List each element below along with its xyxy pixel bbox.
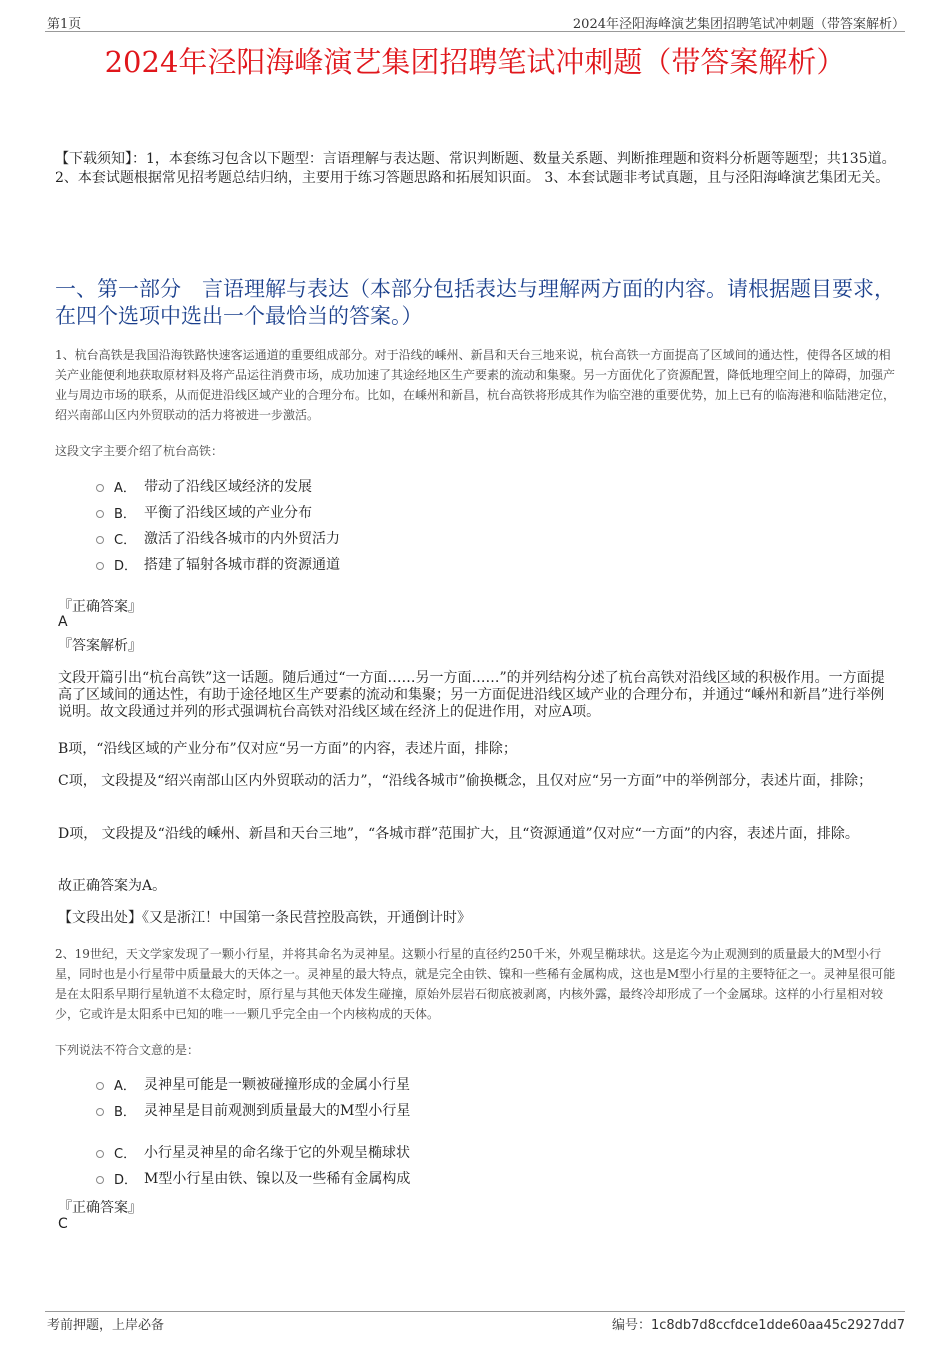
q2-stem: 下列说法不符合文意的是： xyxy=(55,1043,200,1057)
q1-answer: A xyxy=(58,614,68,630)
q1-analysis-paragraph: D项， 文段提及“沿线的嵊州、新昌和天台三地”，“各城市群”范围扩大，且“资源通道”仅对应“一方面”的内容，表述片面，排除。 xyxy=(58,826,859,842)
q1-option-d[interactable]: D． 搭建了辐射各城市群的资源通道 xyxy=(96,554,340,574)
running-header: 2024年泾阳海峰演艺集团招聘笔试冲刺题（带答案解析） xyxy=(572,17,905,32)
radio-icon[interactable] xyxy=(96,510,104,518)
q1-answer-label: 『正确答案』 xyxy=(58,599,142,615)
section-title: 一、第一部分 言语理解与表达（本部分包括表达与理解两方面的内容。请根据题目要求，在四个选项中选出一个最恰当的答案。） xyxy=(55,277,895,328)
q1-analysis-paragraph: B项，“沿线区域的产业分布”仅对应“另一方面”的内容，表述片面，排除； xyxy=(58,741,517,757)
radio-icon[interactable] xyxy=(96,1082,104,1090)
radio-icon[interactable] xyxy=(96,1176,104,1184)
q2-answer-label: 『正确答案』 xyxy=(58,1200,142,1216)
q1-option-b[interactable]: B． 平衡了沿线区域的产业分布 xyxy=(96,502,312,522)
q2-option-c[interactable]: C． 小行星灵神星的命名缘于它的外观呈椭球状 xyxy=(96,1142,410,1162)
radio-icon[interactable] xyxy=(96,536,104,544)
q1-analysis-conclusion: 故正确答案为A。 xyxy=(58,878,167,894)
q1-analysis-paragraph: 文段开篇引出“杭台高铁”这一话题。随后通过“一方面……另一方面……”的并列结构分述了杭台高铁对沿线区域的积极作用。一方面提高了区域间的通达性，有助于途径地区生产要素的流动和集聚；另一方面促进沿线区域产业的合理分布，并通过“嵊州和新昌”进行举例说明。故文段通过并列的形式强调杭台高铁对沿线区域在经济上的促进作用，对应A项。 xyxy=(58,670,885,720)
q1-analysis-paragraph: C项， 文段提及“绍兴南部山区内外贸联动的活力”，“沿线各城市”偷换概念，且仅对应“另一方面”中的举例部分，表述片面，排除； xyxy=(58,773,873,789)
radio-icon[interactable] xyxy=(96,562,104,570)
header-rule xyxy=(45,31,905,32)
q2-answer: C xyxy=(58,1216,68,1232)
radio-icon[interactable] xyxy=(96,1150,104,1158)
q1-source: 【文段出处】《又是浙江！中国第一条民营控股高铁，开通倒计时》 xyxy=(58,910,471,926)
q2-option-b[interactable]: B． 灵神星是目前观测到质量最大的M型小行星 xyxy=(96,1100,410,1120)
radio-icon[interactable] xyxy=(96,1108,104,1116)
footer-rule xyxy=(45,1311,905,1312)
document-id: 编号：1c8db7d8ccfdce1dde60aa45c2927dd7 xyxy=(611,1318,905,1333)
q2-option-d[interactable]: D． M型小行星由铁、镍以及一些稀有金属构成 xyxy=(96,1168,410,1188)
radio-icon[interactable] xyxy=(96,484,104,492)
q2-option-a[interactable]: A． 灵神星可能是一颗被碰撞形成的金属小行星 xyxy=(96,1074,410,1094)
q1-analysis-label: 『答案解析』 xyxy=(58,638,142,654)
q1-option-a[interactable]: A． 带动了沿线区域经济的发展 xyxy=(96,476,312,496)
footer-slogan: 考前押题，上岸必备 xyxy=(47,1318,165,1333)
q1-option-c[interactable]: C． 激活了沿线各城市的内外贸活力 xyxy=(96,528,340,548)
q1-passage: 1、杭台高铁是我国沿海铁路快速客运通道的重要组成部分。对于沿线的嵊州、新昌和天台三地来说，杭台高铁一方面提高了区域间的通达性，使得各区域的相关产业能便利地获取原材料及将产品运往消费市场，成功加速了其途经地区生产要素的流动和集聚。另一方面优化了资源配置，降低地理空间上的障碍，加强产业与周边市场的联系，从而促进沿线区域产业的合理分布。比如，在嵊州和新昌，杭台高铁将形成其作为临空港的重要优势，加上已有的临海港和临陆港定位，绍兴南部山区内外贸联动的活力将被进一步激活。 xyxy=(55,348,896,422)
download-notice: 【下载须知】：1，本套练习包含以下题型：言语理解与表达题、常识判断题、数量关系题、判断推理题和资料分析题等题型；共135道。 2、本套试题根据常见招考题总结归纳，主要用于练习答题思路和拓展知识面。 3、本套试题非考试真题，且与泾阳海峰演艺集团无关。 xyxy=(55,151,896,186)
q1-stem: 这段文字主要介绍了杭台高铁： xyxy=(55,444,224,458)
document-title: 2024年泾阳海峰演艺集团招聘笔试冲刺题（带答案解析） xyxy=(104,45,846,79)
page-number: 第1页 xyxy=(47,17,82,32)
q2-passage: 2、19世纪，天文学家发现了一颗小行星，并将其命名为灵神星。这颗小行星的直径约250千米，外观呈椭球状。这是迄今为止观测到的质量最大的M型小行星，同时也是小行星带中质量最大的天体之一。灵神星的最大特点，就是完全由铁、镍和一些稀有金属构成，这也是M型小行星的主要特征之一。灵神星很可能是在太阳系早期行星轨道不太稳定时，原行星与其他天体发生碰撞，原始外层岩石彻底被剥离，内核外露，最终冷却形成了一个金属球。这样的小行星相对较少，它或许是太阳系中已知的唯一一颗几乎完全由一个内核构成的天体。 xyxy=(55,947,896,1021)
